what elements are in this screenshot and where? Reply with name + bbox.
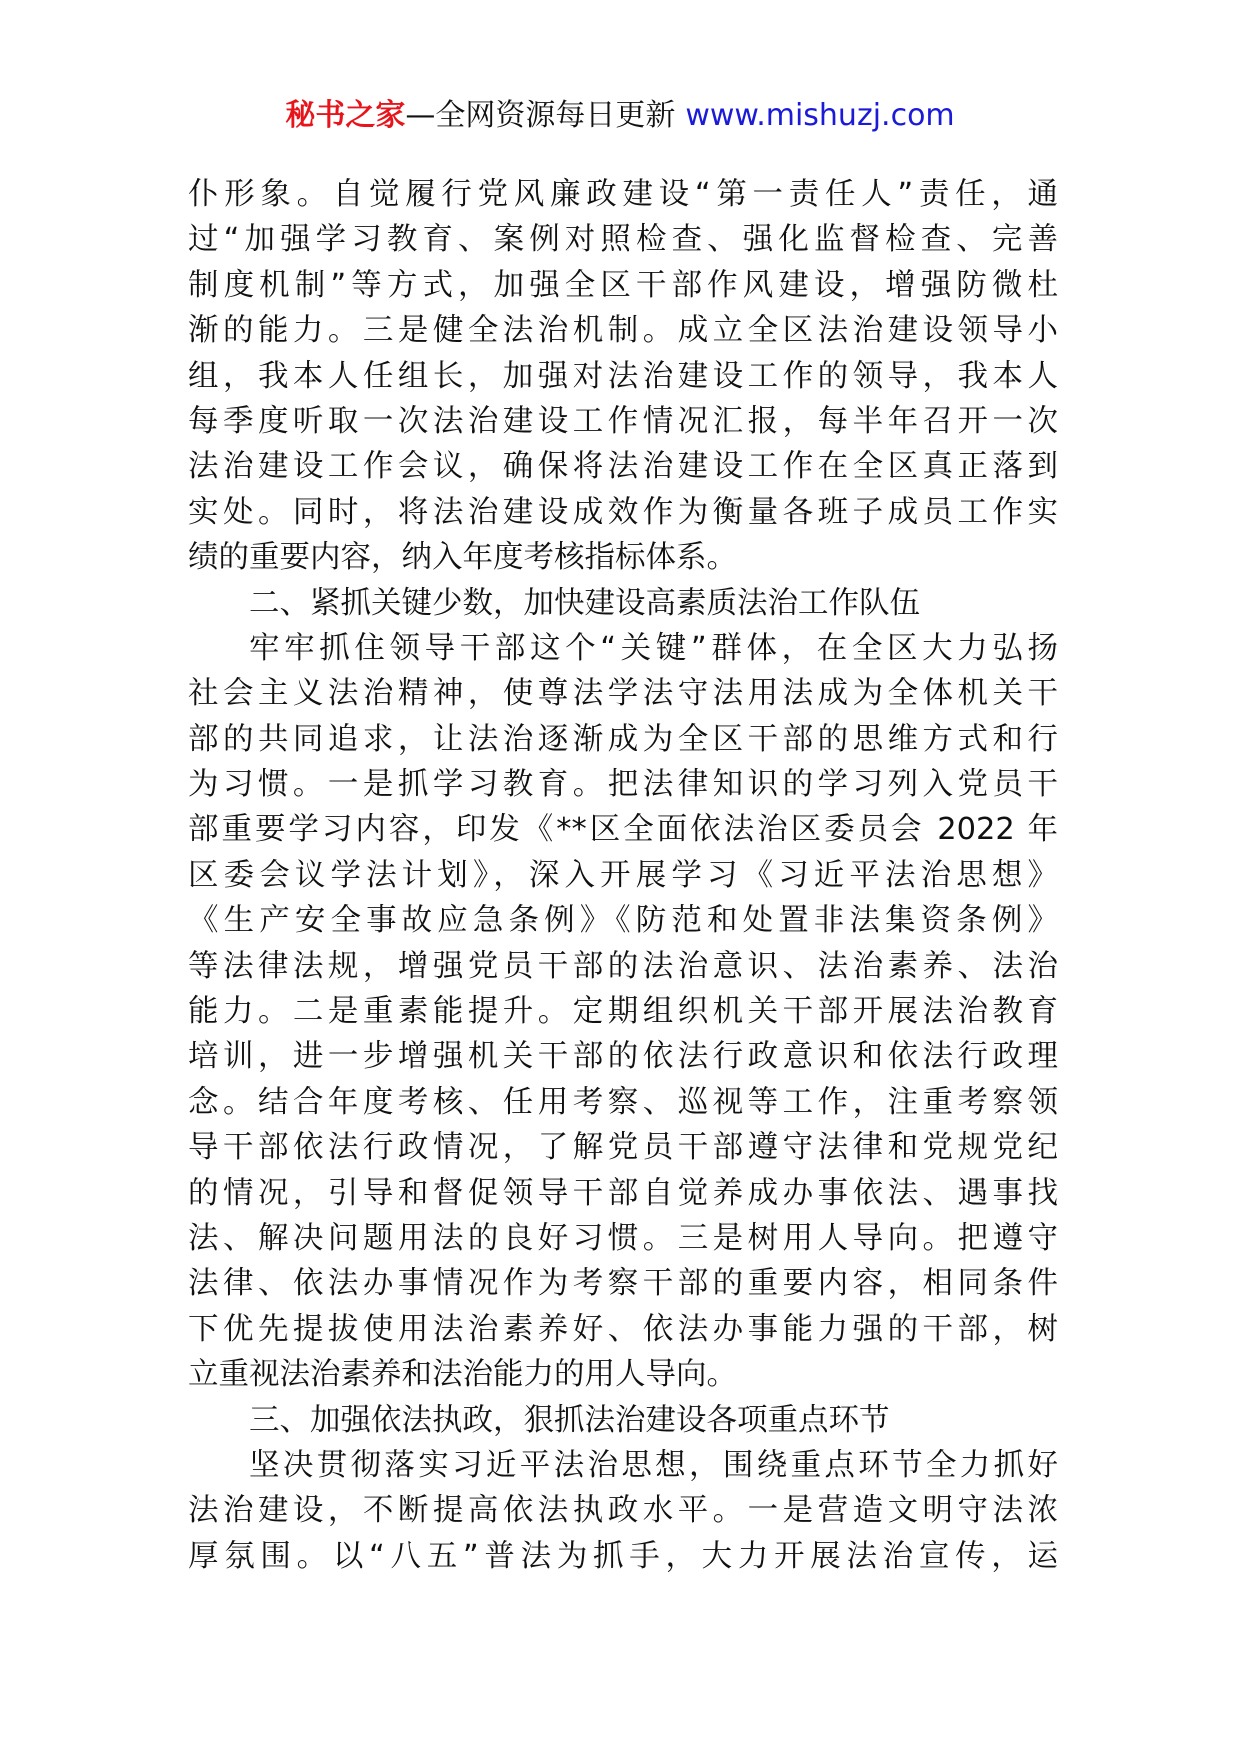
text-line: 坚决贯彻落实习近平法治思想，围绕重点环节全力抓好 [249, 1447, 1058, 1483]
text-line: 过“加强学习教育、案例对照检查、强化监督检查、完善 [188, 222, 1058, 258]
text-line: 立重视法治素养和法治能力的用人导向。 [188, 1357, 737, 1393]
document-body [188, 172, 1058, 1579]
text-line: 厚氛围。以“八五”普法为抓手，大力开展法治宣传，运 [188, 1538, 1058, 1574]
text-line: 渐的能力。三是健全法治机制。成立全区法治建设领导小 [188, 313, 1058, 349]
text-line: 为习惯。一是抓学习教育。把法律知识的学习列入党员干 [188, 767, 1058, 803]
text-line: 每季度听取一次法治建设工作情况汇报，每半年召开一次 [188, 403, 1058, 439]
text-line: 法治建设，不断提高依法执政水平。一是营造文明守法浓 [188, 1493, 1058, 1529]
text-line: 仆形象。自觉履行党风廉政建设“第一责任人”责任，通 [188, 177, 1058, 212]
text-line: 区委会议学法计划》，深入开展学习《习近平法治思想》 [188, 857, 1058, 893]
text-line: 牢牢抓住领导干部这个“关键”群体，在全区大力弘扬 [249, 630, 1058, 666]
text-line: 部的共同追求，让法治逐渐成为全区干部的思维方式和行 [188, 721, 1058, 757]
text-line: 社会主义法治精神，使尊法学法守法用法成为全体机关干 [188, 676, 1058, 712]
text-line: 的情况，引导和督促领导干部自觉养成办事依法、遇事找 [188, 1175, 1058, 1211]
text-line: 念。结合年度考核、任用考察、巡视等工作，注重考察领 [188, 1084, 1058, 1120]
text-line: 制度机制”等方式，加强全区干部作风建设，增强防微杜 [188, 267, 1058, 303]
text-line: 下优先提拔使用法治素养好、依法办事能力强的干部，树 [188, 1311, 1058, 1347]
text-line: 能力。二是重素能提升。定期组织机关干部开展法治教育 [188, 994, 1058, 1030]
header-tagline: —全网资源每日更新 [405, 98, 676, 133]
text-line: 培训，进一步增强机关干部的依法行政意识和依法行政理 [188, 1039, 1058, 1075]
text-line: 等法律法规，增强党员干部的法治意识、法治素养、法治 [188, 948, 1058, 984]
text-line: 《生产安全事故应急条例》《防范和处置非法集资条例》 [188, 903, 1058, 939]
site-header [0, 96, 1240, 136]
text-line: 绩的重要内容，纳入年度考核指标体系。 [188, 540, 737, 576]
text-line: 法律、依法办事情况作为考察干部的重要内容，相同条件 [188, 1266, 1058, 1302]
text-line: 法治建设工作会议，确保将法治建设工作在全区真正落到 [188, 449, 1058, 485]
text-line: 组，我本人任组长，加强对法治建设工作的领导，我本人 [188, 358, 1058, 394]
site-url-link[interactable]: www.mishuzj.com [685, 98, 955, 133]
section-heading: 三、加强依法执政，狠抓法治建设各项重点环节 [249, 1402, 890, 1438]
text-line: 部重要学习内容，印发《**区全面依法治区委员会 2022 年 [188, 812, 1058, 848]
text-line: 导干部依法行政情况，了解党员干部遵守法律和党规党纪 [188, 1130, 1058, 1166]
brand-name: 秘书之家 [285, 98, 406, 133]
section-heading: 二、紧抓关键少数，加快建设高素质法治工作队伍 [249, 585, 920, 621]
text-line: 法、解决问题用法的良好习惯。三是树用人导向。把遵守 [188, 1220, 1058, 1256]
text-line: 实处。同时，将法治建设成效作为衡量各班子成员工作实 [188, 494, 1058, 530]
